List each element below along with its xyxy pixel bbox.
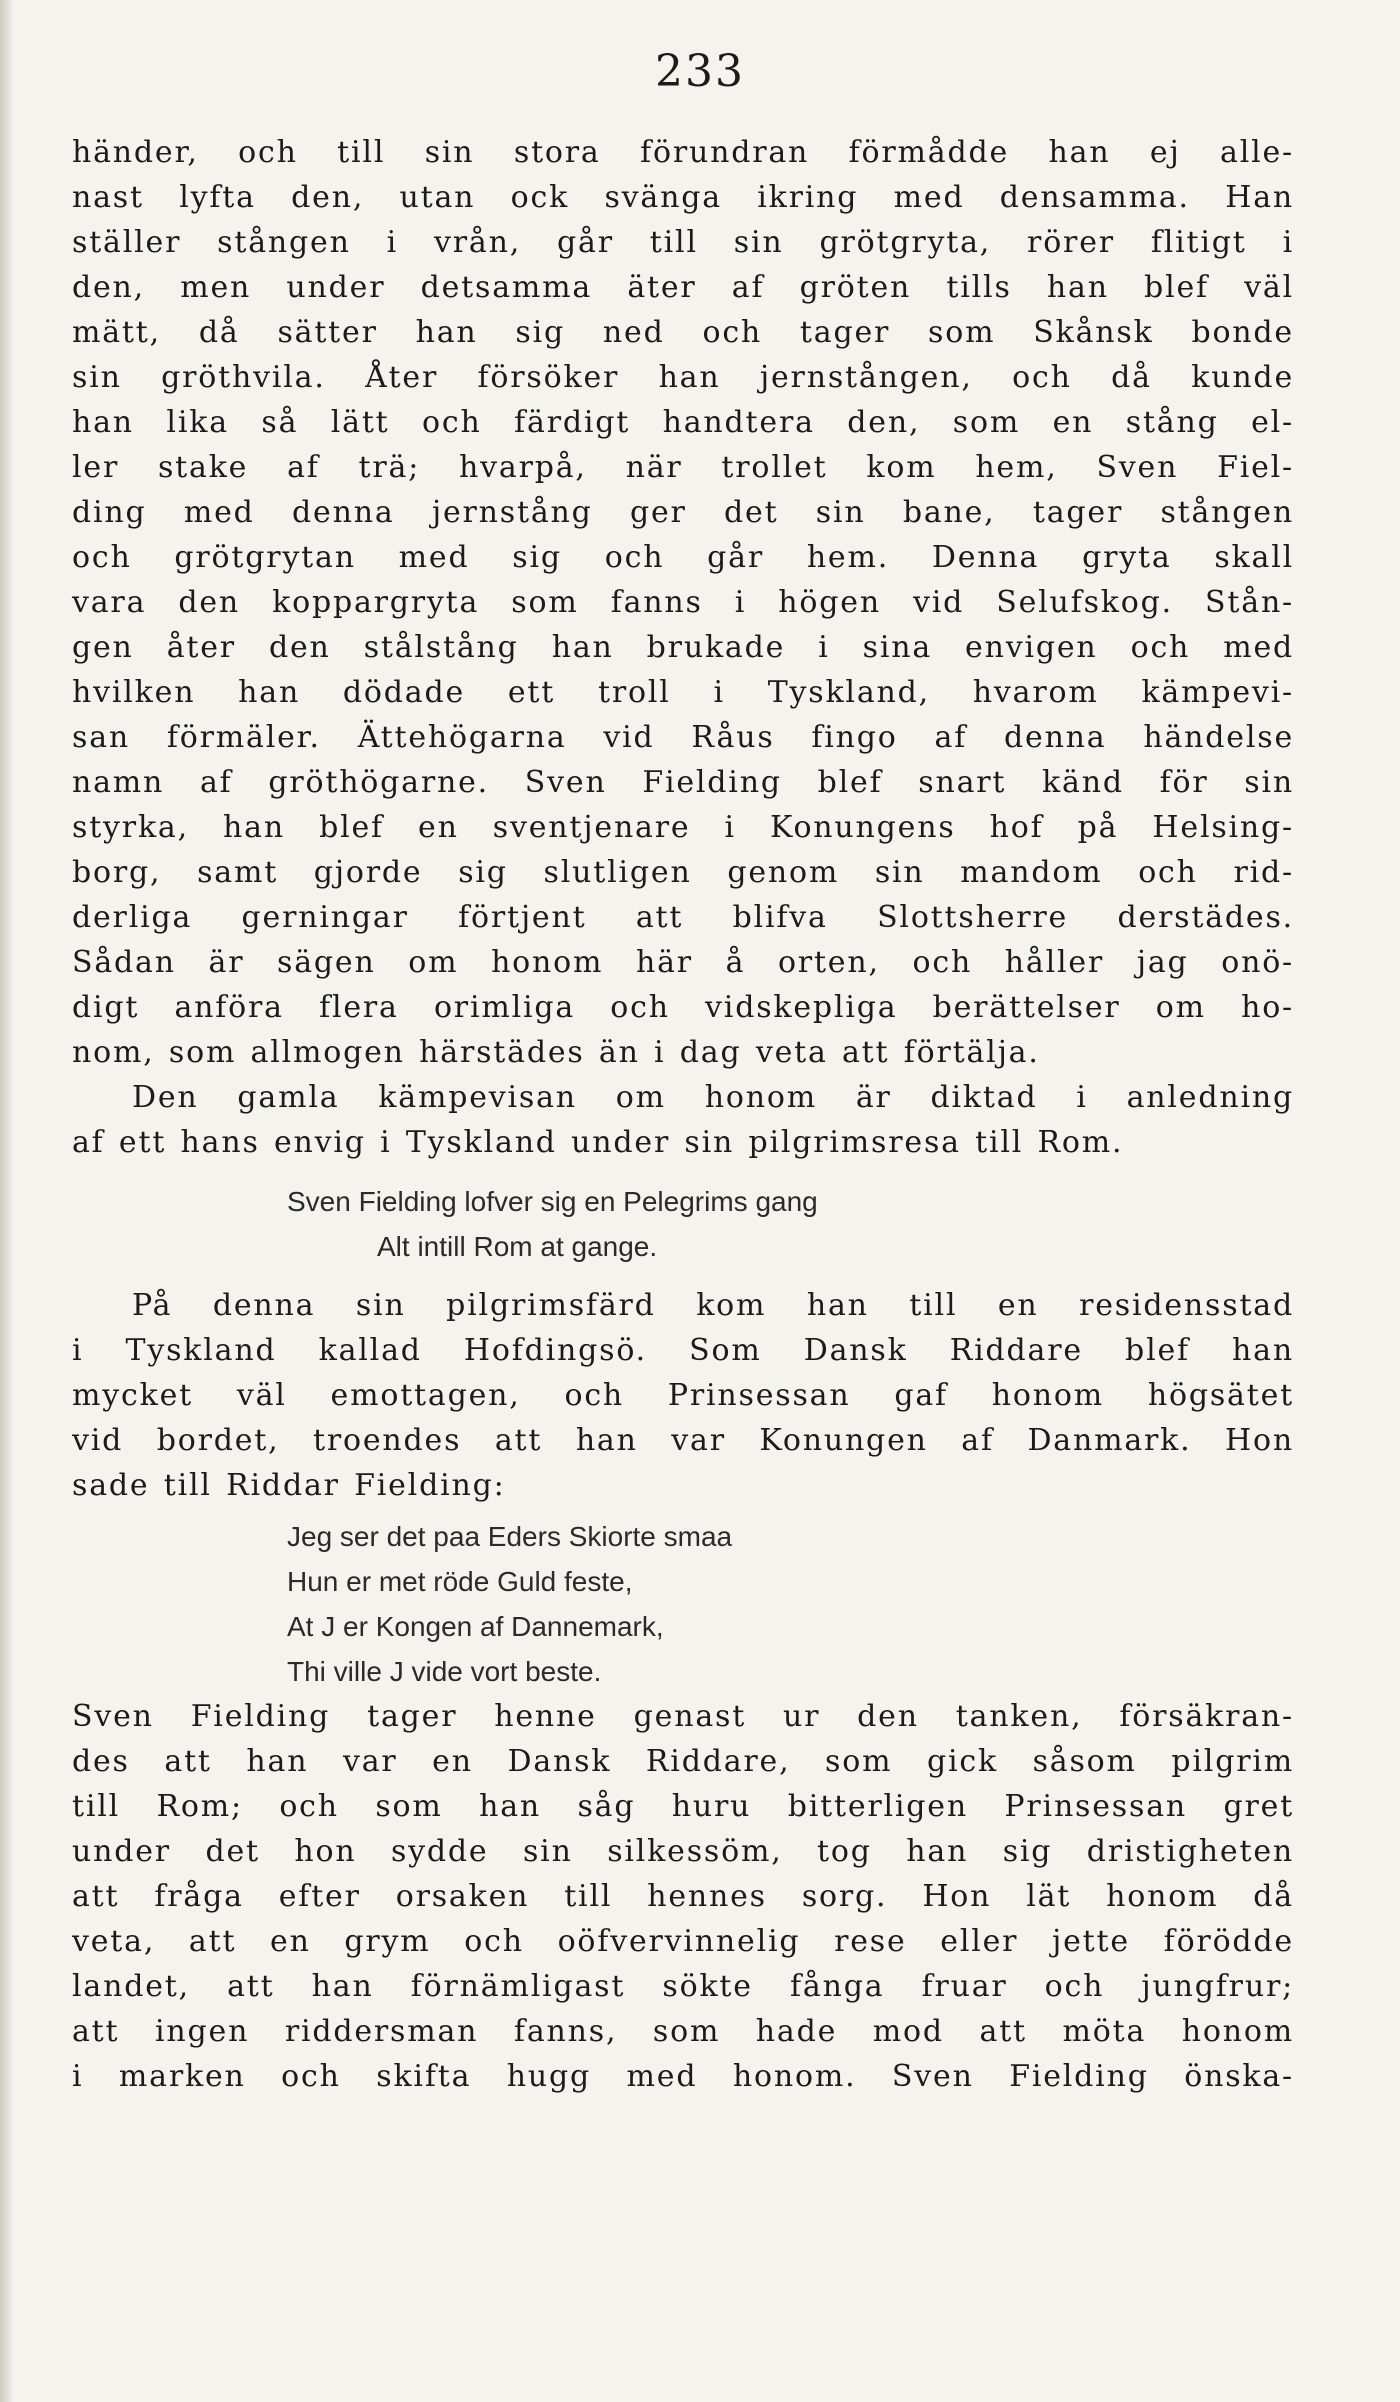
verse-line: Alt intill Rom at gange. <box>377 1231 658 1262</box>
paragraph-1 <box>72 130 1294 1075</box>
text-line: derliga gerningar förtjent att blifva Slottsherre derstädes. <box>72 900 1294 935</box>
text-line: namn af gröthögarne. Sven Fielding blef snart känd för sin <box>72 765 1294 800</box>
text-line: ställer stången i vrån, går till sin grötgryta, rörer flitigt i <box>72 225 1294 260</box>
text-line: händer, och till sin stora förundran förmådde han ej alle- <box>72 135 1294 170</box>
text-line: hvilken han dödade ett troll i Tyskland, hvarom kämpevi- <box>72 675 1294 710</box>
text-line: att fråga efter orsaken till hennes sorg. Hon lät honom då <box>72 1879 1294 1914</box>
text-line: och grötgrytan med sig och går hem. Denna gryta skall <box>72 540 1294 575</box>
text-line: till Rom; och som han såg huru bitterligen Prinsessan gret <box>72 1789 1294 1824</box>
verse-line: Hun er met röde Guld feste, <box>287 1566 633 1597</box>
paragraph-4 <box>72 1694 1294 2099</box>
text-line: nom, som allmogen härstädes än i dag veta att förtälja. <box>72 1035 1040 1070</box>
text-line: vid bordet, troendes att han var Konungen af Danmark. Hon <box>72 1423 1294 1458</box>
text-line: nast lyfta den, utan ock svänga ikring med densamma. Han <box>72 180 1294 215</box>
page-number: 233 <box>655 46 745 97</box>
text-line: att ingen riddersman fanns, som hade mod att möta honom <box>72 2014 1294 2049</box>
verse-line: Jeg ser det paa Eders Skiorte smaa <box>287 1521 733 1552</box>
text-line: Sådan är sägen om honom här å orten, och håller jag onö- <box>72 945 1294 980</box>
text-line: san förmäler. Ättehögarna vid Råus fingo af denna händelse <box>72 720 1294 755</box>
text-line: borg, samt gjorde sig slutligen genom sin mandom och rid- <box>72 855 1294 890</box>
text-line: styrka, han blef en sventjenare i Konungens hof på Helsing- <box>72 810 1294 845</box>
text-line: Sven Fielding tager henne genast ur den tanken, försäkran- <box>72 1699 1294 1734</box>
verse-line: Sven Fielding lofver sig en Pelegrims gang <box>287 1186 818 1217</box>
text-line: sade till Riddar Fielding: <box>72 1468 506 1503</box>
page-edge-shadow <box>0 0 14 2402</box>
text-line: af ett hans envig i Tyskland under sin pilgrimsresa till Rom. <box>72 1125 1124 1160</box>
text-line: i Tyskland kallad Hofdingsö. Som Dansk Riddare blef han <box>72 1333 1294 1368</box>
verse-line: Thi ville J vide vort beste. <box>287 1656 602 1687</box>
text-line: mycket väl emottagen, och Prinsessan gaf honom högsätet <box>72 1378 1294 1413</box>
text-line: gen åter den stålstång han brukade i sina envigen och med <box>72 630 1294 665</box>
text-line: Den gamla kämpevisan om honom är diktad i anledning <box>132 1080 1294 1115</box>
text-line: På denna sin pilgrimsfärd kom han till en residensstad <box>132 1288 1294 1323</box>
text-line: landet, att han förnämligast sökte fånga fruar och jungfrur; <box>72 1969 1294 2004</box>
text-line: vara den koppargryta som fanns i högen vid Selufskog. Stån- <box>72 585 1294 620</box>
text-line: ler stake af trä; hvarpå, när trollet kom hem, Sven Fiel- <box>72 450 1294 485</box>
verse-quote-2 <box>72 1514 1294 1694</box>
paragraph-2 <box>72 1075 1294 1165</box>
paragraph-3 <box>72 1283 1294 1508</box>
verse-line: At J er Kongen af Dannemark, <box>287 1611 664 1642</box>
text-line: veta, att en grym och oöfvervinnelig rese eller jette förödde <box>72 1924 1294 1959</box>
text-line: han lika så lätt och färdigt handtera den, som en stång el- <box>72 405 1294 440</box>
text-line: sin gröthvila. Åter försöker han jernstången, och då kunde <box>72 360 1294 395</box>
text-line: i marken och skifta hugg med honom. Sven Fielding önska- <box>72 2059 1294 2094</box>
text-line: under det hon sydde sin silkessöm, tog han sig dristigheten <box>72 1834 1294 1869</box>
text-line: den, men under detsamma äter af gröten tills han blef väl <box>72 270 1294 305</box>
text-line: des att han var en Dansk Riddare, som gick såsom pilgrim <box>72 1744 1294 1779</box>
text-line: digt anföra flera orimliga och vidskepliga berättelser om ho- <box>72 990 1294 1025</box>
text-line: mätt, då sätter han sig ned och tager som Skånsk bonde <box>72 315 1294 350</box>
text-line: ding med denna jernstång ger det sin bane, tager stången <box>72 495 1294 530</box>
body-text <box>72 130 1294 2099</box>
verse-quote-1 <box>72 1179 1294 1269</box>
